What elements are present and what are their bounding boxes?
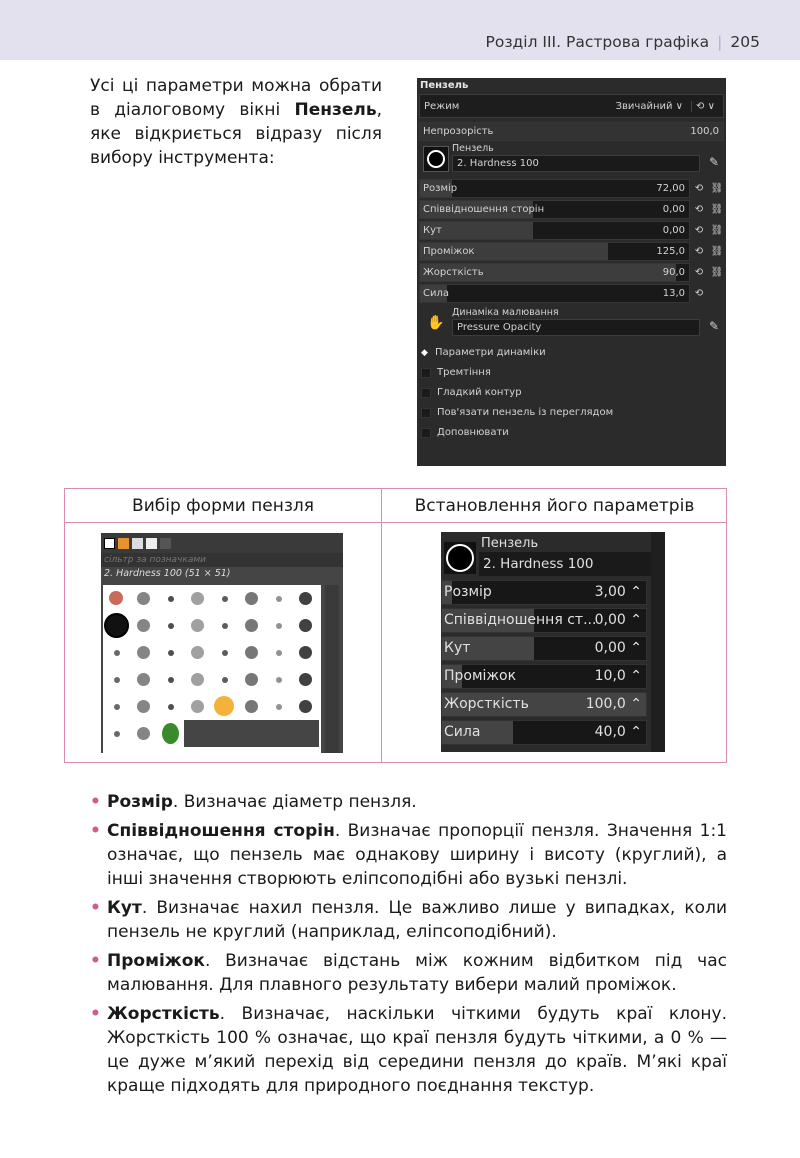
brush-swatch[interactable] [238, 693, 265, 720]
param-label: Жорсткість [444, 696, 529, 712]
brush-swatch[interactable] [238, 639, 265, 666]
slider-row [417, 178, 726, 199]
brush-swatch[interactable] [103, 693, 130, 720]
slider-label: Проміжок [423, 246, 475, 257]
brush-swatch[interactable] [103, 639, 130, 666]
brush-name[interactable]: 2. Hardness 100 [452, 155, 700, 172]
param-value: 100,0 ⌃ [585, 696, 642, 712]
brush-swatch[interactable] [265, 639, 292, 666]
brush-slider[interactable] [419, 200, 690, 219]
param-label: Проміжок [444, 668, 517, 684]
slider-value: 0,00 [662, 204, 685, 215]
brush-tab-icon[interactable] [104, 538, 115, 549]
option-checkbox[interactable] [417, 403, 726, 423]
brush-swatch[interactable] [103, 666, 130, 693]
checkbox-icon[interactable] [421, 388, 431, 398]
image-tab-icon[interactable] [160, 538, 171, 549]
picker-toolbar [101, 533, 343, 553]
intro-text-1: Усі ці параметри можна обрати в діалоговому вікні [90, 76, 382, 120]
brush-picker [101, 533, 343, 753]
reset-icon[interactable]: ⟲ [694, 267, 704, 278]
picker-scrollbar[interactable] [325, 585, 339, 753]
params-brush-name[interactable]: 2. Hardness 100 [479, 552, 651, 576]
brush-swatch[interactable] [292, 666, 319, 693]
slider-label: Кут [423, 225, 442, 236]
page-number: 205 [730, 33, 760, 51]
brush-swatch[interactable] [184, 639, 211, 666]
param-label: Кут [444, 640, 471, 656]
edit-dynamics-icon[interactable]: ✎ [708, 319, 720, 333]
brush-swatch[interactable] [292, 693, 319, 720]
document-tab-icon[interactable] [146, 538, 157, 549]
option-label: Тремтіння [437, 367, 491, 378]
brush-swatch[interactable] [238, 720, 265, 747]
brush-swatch[interactable] [157, 720, 184, 747]
param-value: 0,00 ⌃ [594, 612, 642, 628]
slider-value: 0,00 [662, 225, 685, 236]
selected-brush-name: 2. Hardness 100 (51 × 51) [104, 568, 231, 579]
brush-swatch[interactable] [265, 666, 292, 693]
slider-label: Жорсткість [423, 267, 484, 278]
mode-dropdown[interactable]: Звичайний ∨ [615, 100, 683, 112]
brush-swatch[interactable] [238, 612, 265, 639]
brush-swatch[interactable] [103, 720, 130, 747]
reset-icon[interactable]: ⟲ [694, 246, 704, 257]
param-value: 0,00 ⌃ [594, 640, 642, 656]
param-value: 40,0 ⌃ [594, 724, 642, 740]
brush-swatch[interactable] [265, 693, 292, 720]
slider-row [417, 283, 726, 304]
intro-text-2: , яке відкриється відразу після вибору інструмента: [90, 100, 382, 168]
opacity-value: 100,0 [690, 126, 719, 137]
expander-icon: ◆ [421, 348, 428, 358]
tag-filter-input[interactable]: сільтр за позначками [101, 553, 343, 567]
slider-value: 125,0 [656, 246, 685, 257]
section-title: Розділ ІІІ. Растрова графіка [485, 33, 710, 51]
slider-value: 13,0 [662, 288, 685, 299]
brush-swatch[interactable] [130, 666, 157, 693]
brush-sliders [417, 178, 726, 304]
param-label: Розмір [444, 584, 492, 600]
reset-icon[interactable]: ⟲ [694, 204, 704, 215]
brush-swatch[interactable] [211, 666, 238, 693]
list-item [90, 819, 727, 891]
slider-row [417, 262, 726, 283]
brush-label: Пензель [452, 143, 494, 154]
dynamics-label: Динаміка малювання [452, 307, 559, 318]
param-value: 3,00 ⌃ [594, 584, 642, 600]
edit-brush-icon[interactable]: ✎ [708, 155, 720, 169]
dynamics-selector[interactable] [419, 307, 724, 339]
brush-slider[interactable] [419, 263, 690, 282]
option-label: Доповнювати [437, 427, 509, 438]
list-item [90, 896, 727, 944]
list-item [90, 949, 727, 997]
param-slider[interactable] [441, 720, 647, 745]
params-side-ruler [651, 532, 665, 752]
panel-title: Пензель [420, 80, 469, 91]
mode-reset-icon[interactable]: ⟲ ∨ [691, 101, 719, 112]
term: Кут [107, 898, 142, 918]
brush-selector[interactable] [419, 143, 724, 175]
slider-row [417, 220, 726, 241]
param-slider[interactable] [441, 580, 647, 605]
brush-swatch[interactable] [103, 612, 130, 639]
link-icon[interactable]: ⛓ [710, 225, 724, 236]
option-label: Пов'язати пензель із переглядом [437, 407, 614, 418]
list-item [90, 790, 727, 814]
font-tab-icon[interactable] [132, 538, 143, 549]
slider-row [417, 241, 726, 262]
brush-swatch[interactable] [130, 693, 157, 720]
brush-tool-options-panel [417, 78, 726, 466]
opacity-label: Непрозорість [423, 126, 494, 137]
param-label: Співвідношення ст... [444, 612, 597, 628]
page-header [0, 0, 800, 60]
brush-grid[interactable] [103, 585, 321, 753]
dynamics-name[interactable]: Pressure Opacity [452, 319, 700, 336]
list-item [90, 1002, 727, 1098]
reset-icon[interactable]: ⟲ [694, 288, 704, 299]
option-checkbox[interactable] [417, 363, 726, 383]
slider-value: 90,0 [662, 267, 685, 278]
option-checkbox[interactable] [417, 383, 726, 403]
definition: . Визначає відстань між кожним відбитком під час малювання. Для плавного результату вибери малий проміжок. [107, 951, 727, 995]
link-icon[interactable]: ⛓ [710, 246, 724, 257]
brush-slider[interactable] [419, 242, 690, 261]
option-label: Гладкий контур [437, 387, 522, 398]
brush-swatch[interactable] [265, 720, 292, 747]
brush-swatch[interactable] [238, 585, 265, 612]
param-label: Сила [444, 724, 481, 740]
link-icon[interactable]: ⛓ [710, 267, 724, 278]
intro-paragraph [90, 74, 382, 170]
brush-swatch[interactable] [130, 639, 157, 666]
dynamics-icon[interactable]: ✋ [423, 310, 449, 336]
brush-thumbnail-large[interactable] [444, 542, 476, 574]
brush-swatch[interactable] [157, 585, 184, 612]
slider-label: Розмір [423, 183, 458, 194]
parameter-descriptions [90, 790, 727, 1103]
link-icon[interactable]: ⛓ [710, 183, 724, 194]
slider-value: 72,00 [656, 183, 685, 194]
brush-swatch[interactable] [292, 720, 319, 747]
brush-swatch[interactable] [211, 693, 238, 720]
brush-swatch[interactable] [157, 612, 184, 639]
reset-icon[interactable]: ⟲ [694, 225, 704, 236]
option-checkbox[interactable] [417, 423, 726, 443]
brush-swatch[interactable] [211, 612, 238, 639]
term: Жорсткість [107, 1004, 220, 1024]
param-slider[interactable] [441, 664, 647, 689]
brush-swatch[interactable] [292, 585, 319, 612]
slider-label: Співвідношення сторін [423, 204, 545, 215]
param-slider[interactable] [441, 636, 647, 661]
brush-swatch[interactable] [157, 693, 184, 720]
brush-swatch[interactable] [103, 585, 130, 612]
brush-swatch[interactable] [130, 585, 157, 612]
param-slider[interactable] [441, 692, 647, 717]
brush-slider[interactable] [419, 179, 690, 198]
definition: . Визначає, наскільки чіткими будуть краї клону. Жорсткість 100 % означає, що краї пензля будуть чіткими, а 0 % — це дуже м’який перехід від середини пензля до країв. М’які краї краще підходять для природного поєднання текстур. [107, 1004, 727, 1096]
brush-slider[interactable] [419, 284, 690, 303]
brush-swatch[interactable] [130, 720, 157, 747]
brush-swatch[interactable] [211, 639, 238, 666]
term: Співвідношення сторін [107, 821, 335, 841]
definition: . Визначає пропорції пензля. Значення 1:1 означає, що пензель має однакову ширину і висоту (круглий), а інші значення створюють еліпсоподібні або вузькі пензлі. [107, 821, 727, 889]
brush-swatch[interactable] [184, 693, 211, 720]
term: Розмір [107, 792, 173, 812]
params-brush-label: Пензель [481, 536, 539, 551]
brush-swatch[interactable] [157, 666, 184, 693]
term: Проміжок [107, 951, 205, 971]
pattern-tab-icon[interactable] [118, 538, 129, 549]
brush-swatch[interactable] [184, 612, 211, 639]
brush-swatch[interactable] [157, 639, 184, 666]
intro-bold: Пензель [294, 100, 377, 120]
brush-slider[interactable] [419, 221, 690, 240]
reset-icon[interactable]: ⟲ [694, 183, 704, 194]
brush-params-panel [441, 532, 665, 752]
param-value: 10,0 ⌃ [594, 668, 642, 684]
dynamics-options [417, 343, 726, 443]
dynamics-options-expander[interactable] [417, 343, 726, 363]
param-slider[interactable] [441, 608, 647, 633]
brush-swatch[interactable] [211, 585, 238, 612]
brush-swatch[interactable] [211, 720, 238, 747]
table-header-brush-params: Встановлення його параметрів [382, 489, 727, 523]
checkbox-icon[interactable] [421, 428, 431, 438]
brush-swatch[interactable] [130, 612, 157, 639]
brush-swatch[interactable] [184, 666, 211, 693]
brush-swatch[interactable] [184, 720, 211, 747]
mode-row[interactable] [419, 94, 724, 118]
mode-label: Режим [424, 100, 460, 112]
brush-thumbnail[interactable] [423, 146, 449, 172]
option-label: Параметри динаміки [435, 347, 546, 358]
brush-swatch[interactable] [265, 612, 292, 639]
table-header-brush-shape: Вибір форми пензля [65, 489, 381, 523]
slider-row [417, 199, 726, 220]
link-icon[interactable]: ⛓ [710, 204, 724, 215]
opacity-slider[interactable] [419, 122, 724, 141]
brush-swatch[interactable] [184, 585, 211, 612]
running-header: Розділ ІІІ. Растрова графіка | 205 [485, 33, 760, 51]
definition: . Визначає нахил пензля. Це важливо лише у випадках, коли пензель не круглий (наприклад, еліпсоподібний). [107, 898, 727, 942]
checkbox-icon[interactable] [421, 368, 431, 378]
brush-swatch[interactable] [292, 639, 319, 666]
definition: . Визначає діаметр пензля. [172, 792, 417, 812]
brush-swatch[interactable] [292, 612, 319, 639]
brush-swatch[interactable] [238, 666, 265, 693]
slider-label: Сила [423, 288, 450, 299]
checkbox-icon[interactable] [421, 408, 431, 418]
brush-swatch[interactable] [265, 585, 292, 612]
